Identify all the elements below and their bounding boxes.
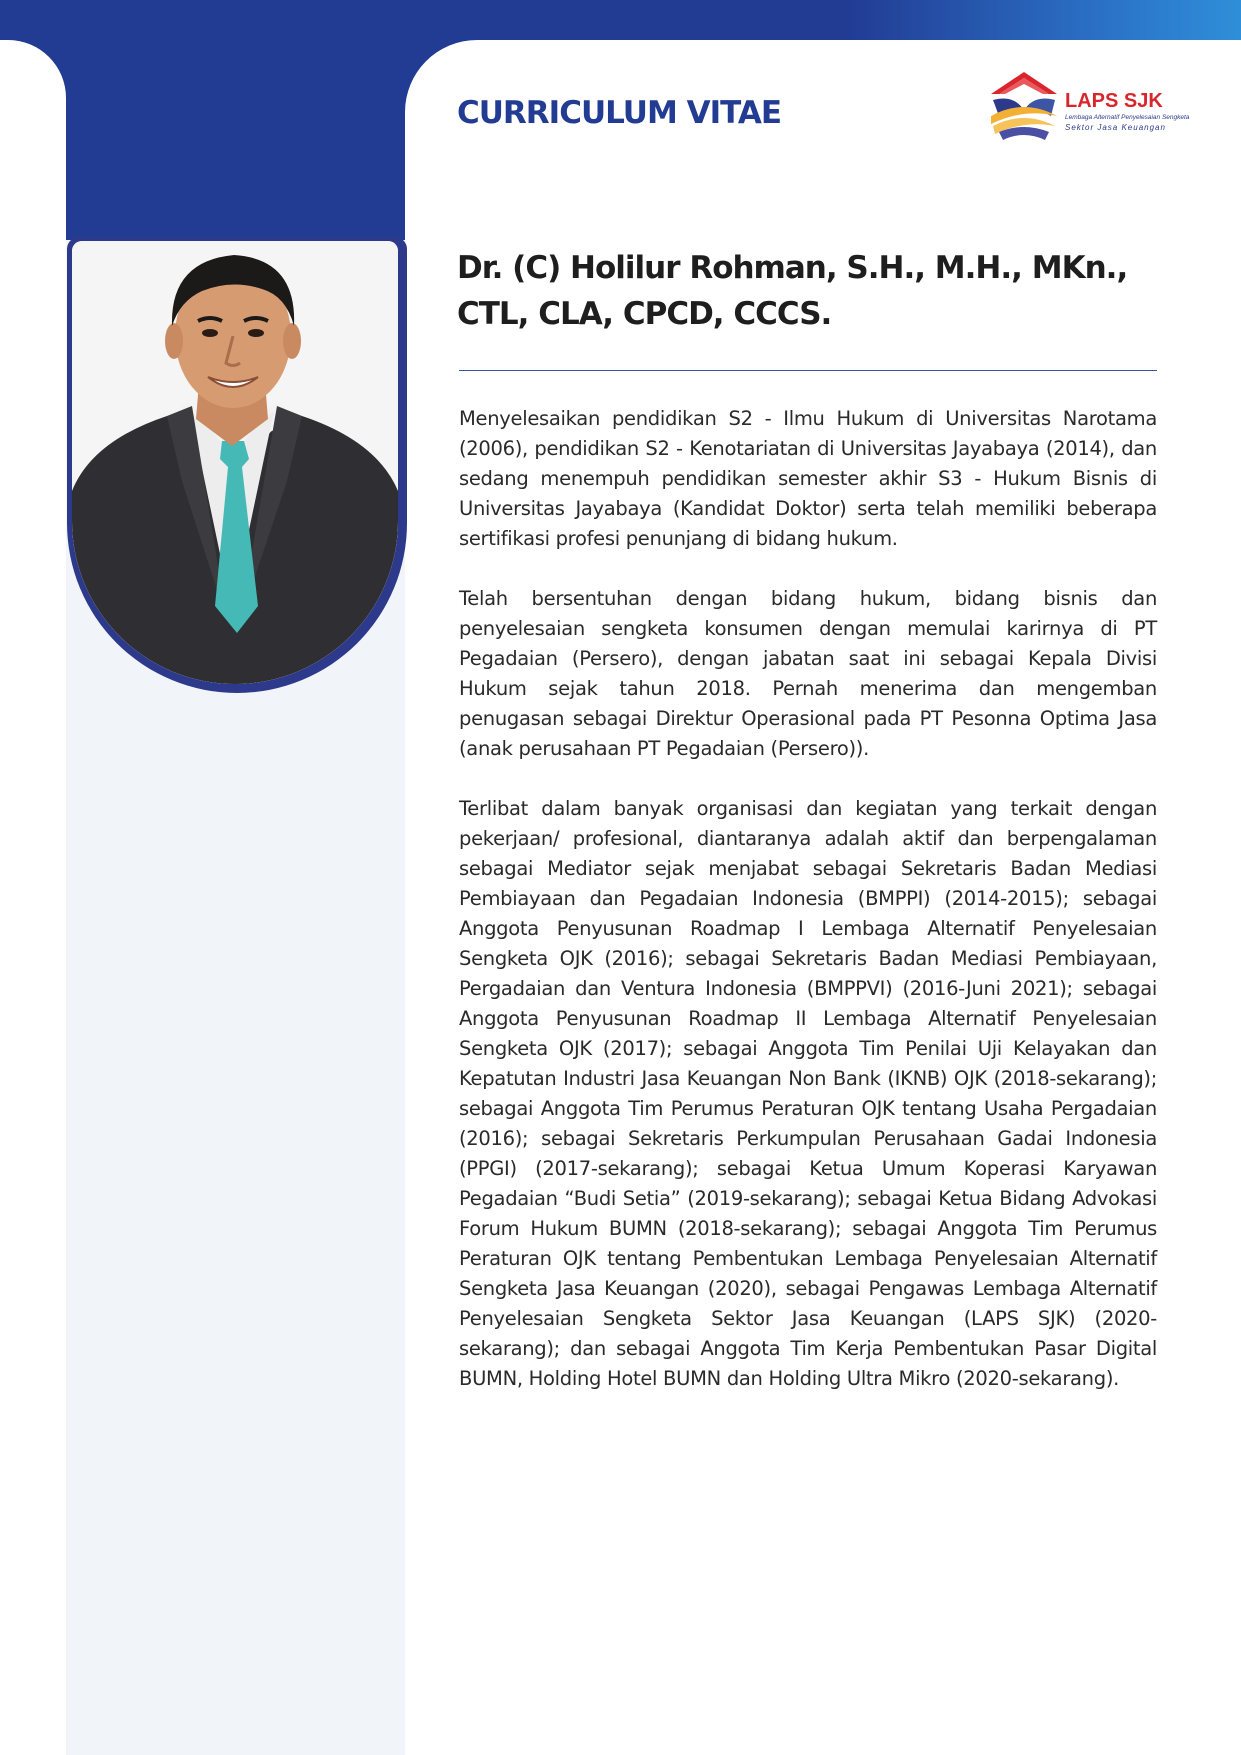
logo-subtitle-line2: Sektor Jasa Keuangan	[1065, 123, 1166, 132]
page-title: CURRICULUM VITAE	[457, 95, 782, 131]
laps-sjk-logo	[985, 68, 1190, 158]
left-margin-strip	[0, 40, 66, 1755]
person-name-line1: Dr. (C) Holilur Rohman, S.H., M.H., MKn.,	[457, 250, 1128, 286]
person-name-line2: CTL, CLA, CPCD, CCCS.	[457, 296, 832, 332]
biography	[459, 404, 1157, 1424]
portrait-illustration	[72, 241, 398, 684]
person-name	[457, 245, 1157, 337]
bio-paragraph-education: Menyelesaikan pendidikan S2 - Ilmu Hukum di Universitas Narotama (2006), pendidikan S2 - Kenotariatan di Universitas Jayabaya (2014), dan sedang menempuh pendidikan semester akhir S3 - Hukum Bisnis di Universitas Jayabaya (Kandidat Doktor) serta telah memiliki beberapa sertifikasi profesi penunjang di bidang hukum.	[459, 407, 1157, 550]
logo-subtitle-line1: Lembaga Alternatif Penyelesaian Sengketa	[1065, 114, 1190, 121]
logo-title: LAPS SJK	[1065, 90, 1163, 112]
bio-paragraph-organizations: Terlibat dalam banyak organisasi dan kegiatan yang terkait dengan pekerjaan/ profesional, diantaranya adalah aktif dan berpengalaman sebagai Mediator sejak menjabat sebagai Sekretaris Badan Mediasi Pembiayaan dan Pegadaian Indonesia (BMPPI) (2014-2015); sebagai Anggota Penyusunan Roadmap I Lembaga Alternatif Penyelesaian Sengketa OJK (2016); sebagai Sekretaris Badan Mediasi Pembiayaan, Pergadaian dan Ventura Indonesia (BMPPVI) (2016-Juni 2021); sebagai Anggota Penyusunan Roadmap II Lembaga Alternatif Penyelesaian Sengketa OJK (2017); sebagai Anggota Tim Penilai Uji Kelayakan dan Kepatutan Industri Jasa Keuangan Non Bank (IKNB) OJK (2018-sekarang); sebagai Anggota Tim Perumus Peraturan OJK tentang Usaha Pergadaian (2016); sebagai Sekretaris Perkumpulan Perusahaan Gadai Indonesia (PPGI) (2017-sekarang); sebagai Ketua Umum Koperasi Karyawan Pegadaian “Budi Setia” (2019-sekarang); sebagai Ketua Bidang Advokasi Forum Hukum BUMN (2018-sekarang); sebagai Anggota Tim Perumus Peraturan OJK tentang Pembentukan Lembaga Penyelesaian Alternatif Sengketa Jasa Keuangan (2020), sebagai Pengawas Lembaga Alternatif Penyelesaian Sengketa Sektor Jasa Keuangan (LAPS SJK) (2020-sekarang); dan sebagai Anggota Tim Kerja Pembentukan Pasar Digital BUMN, Holding Hotel BUMN dan Holding Ultra Mikro (2020-sekarang).	[459, 797, 1157, 1390]
portrait-frame	[67, 237, 407, 693]
section-divider	[459, 370, 1157, 371]
laps-sjk-logo-icon	[985, 68, 1063, 148]
portrait-photo	[72, 241, 398, 684]
bio-paragraph-career: Telah bersentuhan dengan bidang hukum, bidang bisnis dan penyelesaian sengketa konsumen dengan memulai karirnya di PT Pegadaian (Persero), dengan jabatan saat ini sebagai Kepala Divisi Hukum sejak tahun 2018. Pernah menerima dan mengemban penugasan sebagai Direktur Operasional pada PT Pesonna Optima Jasa (anak perusahaan PT Pegadaian (Persero)).	[459, 587, 1157, 760]
